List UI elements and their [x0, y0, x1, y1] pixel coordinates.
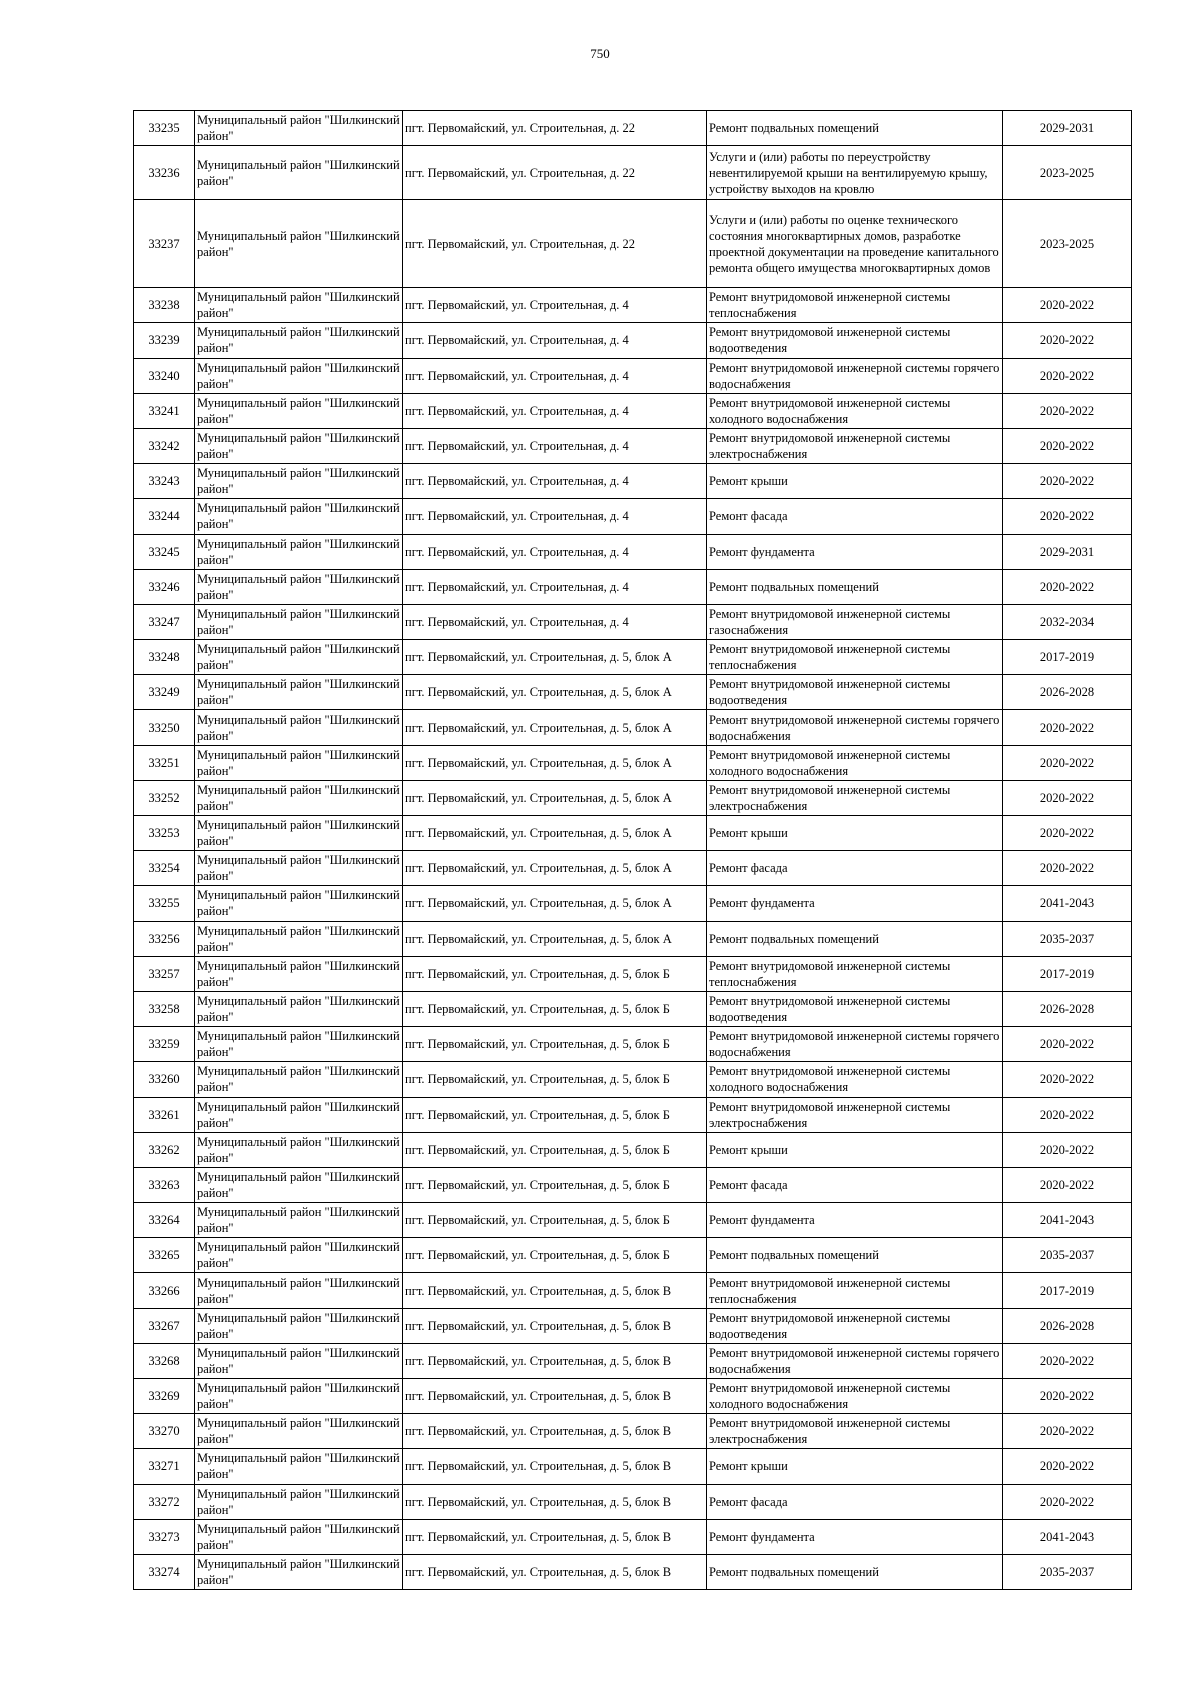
table-row [134, 1203, 1132, 1238]
period-cell: 2026-2028 [1003, 1308, 1132, 1343]
address-cell: пгт. Первомайский, ул. Строительная, д. 5, блок А [403, 675, 707, 710]
row-number: 33242 [134, 428, 195, 463]
table-row [134, 499, 1132, 534]
address-cell: пгт. Первомайский, ул. Строительная, д. 5, блок А [403, 640, 707, 675]
table-row [134, 1132, 1132, 1167]
work-type-cell: Ремонт внутридомовой инженерной системы водоотведения [707, 1308, 1003, 1343]
table-row [134, 146, 1132, 200]
district-cell: Муниципальный район "Шилкинский район" [195, 393, 403, 428]
row-number: 33249 [134, 675, 195, 710]
work-type-cell: Услуги и (или) работы по оценке технического состояния многоквартирных домов, разработке проектной документации на проведение капитального ремонта общего имущества многоквартирных домов [707, 200, 1003, 288]
address-cell: пгт. Первомайский, ул. Строительная, д. 4 [403, 358, 707, 393]
address-cell: пгт. Первомайский, ул. Строительная, д. 5, блок Б [403, 1238, 707, 1273]
work-type-cell: Ремонт внутридомовой инженерной системы водоотведения [707, 991, 1003, 1026]
row-number: 33269 [134, 1379, 195, 1414]
period-cell: 2020-2022 [1003, 323, 1132, 358]
district-cell: Муниципальный район "Шилкинский район" [195, 200, 403, 288]
table-row [134, 569, 1132, 604]
work-type-cell: Ремонт внутридомовой инженерной системы горячего водоснабжения [707, 358, 1003, 393]
row-number: 33273 [134, 1519, 195, 1554]
table-row [134, 780, 1132, 815]
district-cell: Муниципальный район "Шилкинский район" [195, 886, 403, 921]
work-type-cell: Ремонт подвальных помещений [707, 1554, 1003, 1589]
work-type-cell: Ремонт внутридомовой инженерной системы газоснабжения [707, 604, 1003, 639]
row-number: 33267 [134, 1308, 195, 1343]
district-cell: Муниципальный район "Шилкинский район" [195, 1554, 403, 1589]
address-cell: пгт. Первомайский, ул. Строительная, д. 4 [403, 464, 707, 499]
address-cell: пгт. Первомайский, ул. Строительная, д. 5, блок Б [403, 1167, 707, 1202]
period-cell: 2029-2031 [1003, 111, 1132, 146]
period-cell: 2020-2022 [1003, 358, 1132, 393]
work-type-cell: Ремонт внутридомовой инженерной системы холодного водоснабжения [707, 1379, 1003, 1414]
period-cell: 2023-2025 [1003, 200, 1132, 288]
row-number: 33239 [134, 323, 195, 358]
address-cell: пгт. Первомайский, ул. Строительная, д. 4 [403, 534, 707, 569]
district-cell: Муниципальный район "Шилкинский район" [195, 428, 403, 463]
district-cell: Муниципальный район "Шилкинский район" [195, 675, 403, 710]
table-row [134, 1238, 1132, 1273]
work-type-cell: Ремонт внутридомовой инженерной системы горячего водоснабжения [707, 710, 1003, 745]
address-cell: пгт. Первомайский, ул. Строительная, д. 4 [403, 428, 707, 463]
table-row [134, 1379, 1132, 1414]
table-row [134, 851, 1132, 886]
period-cell: 2020-2022 [1003, 569, 1132, 604]
work-type-cell: Ремонт внутридомовой инженерной системы теплоснабжения [707, 1273, 1003, 1308]
table-row [134, 464, 1132, 499]
district-cell: Муниципальный район "Шилкинский район" [195, 569, 403, 604]
row-number: 33262 [134, 1132, 195, 1167]
work-type-cell: Ремонт крыши [707, 1132, 1003, 1167]
row-number: 33246 [134, 569, 195, 604]
period-cell: 2035-2037 [1003, 1238, 1132, 1273]
work-type-cell: Услуги и (или) работы по переустройству невентилируемой крыши на вентилируемую крышу, устройству выходов на кровлю [707, 146, 1003, 200]
row-number: 33257 [134, 956, 195, 991]
table-row [134, 1554, 1132, 1589]
row-number: 33253 [134, 816, 195, 851]
row-number: 33271 [134, 1449, 195, 1484]
address-cell: пгт. Первомайский, ул. Строительная, д. 5, блок В [403, 1308, 707, 1343]
row-number: 33259 [134, 1027, 195, 1062]
address-cell: пгт. Первомайский, ул. Строительная, д. 4 [403, 604, 707, 639]
work-type-cell: Ремонт подвальных помещений [707, 569, 1003, 604]
period-cell: 2020-2022 [1003, 1414, 1132, 1449]
period-cell: 2020-2022 [1003, 499, 1132, 534]
district-cell: Муниципальный район "Шилкинский район" [195, 1449, 403, 1484]
address-cell: пгт. Первомайский, ул. Строительная, д. 22 [403, 111, 707, 146]
work-type-cell: Ремонт внутридомовой инженерной системы водоотведения [707, 675, 1003, 710]
district-cell: Муниципальный район "Шилкинский район" [195, 1027, 403, 1062]
address-cell: пгт. Первомайский, ул. Строительная, д. 5, блок Б [403, 1027, 707, 1062]
table-row [134, 288, 1132, 323]
period-cell: 2020-2022 [1003, 393, 1132, 428]
work-type-cell: Ремонт крыши [707, 1449, 1003, 1484]
district-cell: Муниципальный район "Шилкинский район" [195, 1308, 403, 1343]
address-cell: пгт. Первомайский, ул. Строительная, д. 5, блок А [403, 886, 707, 921]
work-type-cell: Ремонт внутридомовой инженерной системы горячего водоснабжения [707, 1027, 1003, 1062]
address-cell: пгт. Первомайский, ул. Строительная, д. 5, блок В [403, 1379, 707, 1414]
period-cell: 2020-2022 [1003, 816, 1132, 851]
row-number: 33263 [134, 1167, 195, 1202]
period-cell: 2020-2022 [1003, 851, 1132, 886]
period-cell: 2029-2031 [1003, 534, 1132, 569]
table-row [134, 200, 1132, 288]
work-type-cell: Ремонт фундамента [707, 1519, 1003, 1554]
table-row [134, 1414, 1132, 1449]
period-cell: 2020-2022 [1003, 710, 1132, 745]
address-cell: пгт. Первомайский, ул. Строительная, д. 5, блок В [403, 1484, 707, 1519]
table-row [134, 1062, 1132, 1097]
district-cell: Муниципальный район "Шилкинский район" [195, 1484, 403, 1519]
district-cell: Муниципальный район "Шилкинский район" [195, 1238, 403, 1273]
period-cell: 2020-2022 [1003, 464, 1132, 499]
table-row [134, 534, 1132, 569]
period-cell: 2041-2043 [1003, 1203, 1132, 1238]
row-number: 33268 [134, 1343, 195, 1378]
district-cell: Муниципальный район "Шилкинский район" [195, 1167, 403, 1202]
address-cell: пгт. Первомайский, ул. Строительная, д. 5, блок В [403, 1414, 707, 1449]
address-cell: пгт. Первомайский, ул. Строительная, д. 5, блок Б [403, 991, 707, 1026]
work-type-cell: Ремонт внутридомовой инженерной системы холодного водоснабжения [707, 1062, 1003, 1097]
table-row [134, 1449, 1132, 1484]
row-number: 33238 [134, 288, 195, 323]
district-cell: Муниципальный район "Шилкинский район" [195, 1273, 403, 1308]
work-type-cell: Ремонт внутридомовой инженерной системы электроснабжения [707, 1097, 1003, 1132]
row-number: 33272 [134, 1484, 195, 1519]
table-row [134, 1273, 1132, 1308]
row-number: 33261 [134, 1097, 195, 1132]
table-row [134, 1097, 1132, 1132]
table-row [134, 1027, 1132, 1062]
period-cell: 2032-2034 [1003, 604, 1132, 639]
row-number: 33265 [134, 1238, 195, 1273]
address-cell: пгт. Первомайский, ул. Строительная, д. 5, блок А [403, 851, 707, 886]
address-cell: пгт. Первомайский, ул. Строительная, д. 5, блок Б [403, 1062, 707, 1097]
address-cell: пгт. Первомайский, ул. Строительная, д. 5, блок В [403, 1519, 707, 1554]
work-type-cell: Ремонт фасада [707, 1484, 1003, 1519]
district-cell: Муниципальный район "Шилкинский район" [195, 288, 403, 323]
period-cell: 2026-2028 [1003, 675, 1132, 710]
period-cell: 2020-2022 [1003, 1343, 1132, 1378]
period-cell: 2017-2019 [1003, 956, 1132, 991]
table-row [134, 1343, 1132, 1378]
row-number: 33256 [134, 921, 195, 956]
period-cell: 2035-2037 [1003, 921, 1132, 956]
row-number: 33235 [134, 111, 195, 146]
period-cell: 2017-2019 [1003, 640, 1132, 675]
work-type-cell: Ремонт подвальных помещений [707, 111, 1003, 146]
table-row [134, 358, 1132, 393]
row-number: 33241 [134, 393, 195, 428]
row-number: 33247 [134, 604, 195, 639]
period-cell: 2020-2022 [1003, 1449, 1132, 1484]
table-row [134, 428, 1132, 463]
period-cell: 2026-2028 [1003, 991, 1132, 1026]
address-cell: пгт. Первомайский, ул. Строительная, д. 5, блок А [403, 710, 707, 745]
work-type-cell: Ремонт внутридомовой инженерной системы электроснабжения [707, 1414, 1003, 1449]
row-number: 33266 [134, 1273, 195, 1308]
table-row [134, 1484, 1132, 1519]
work-type-cell: Ремонт внутридомовой инженерной системы водоотведения [707, 323, 1003, 358]
period-cell: 2020-2022 [1003, 1484, 1132, 1519]
address-cell: пгт. Первомайский, ул. Строительная, д. 5, блок В [403, 1554, 707, 1589]
table-row [134, 816, 1132, 851]
table-row [134, 710, 1132, 745]
table-body [134, 111, 1132, 1590]
row-number: 33251 [134, 745, 195, 780]
address-cell: пгт. Первомайский, ул. Строительная, д. 5, блок В [403, 1343, 707, 1378]
district-cell: Муниципальный район "Шилкинский район" [195, 956, 403, 991]
district-cell: Муниципальный район "Шилкинский район" [195, 991, 403, 1026]
district-cell: Муниципальный район "Шилкинский район" [195, 499, 403, 534]
work-type-cell: Ремонт внутридомовой инженерной системы теплоснабжения [707, 640, 1003, 675]
district-cell: Муниципальный район "Шилкинский район" [195, 921, 403, 956]
work-type-cell: Ремонт фундамента [707, 1203, 1003, 1238]
row-number: 33264 [134, 1203, 195, 1238]
table-row [134, 111, 1132, 146]
work-type-cell: Ремонт внутридомовой инженерной системы теплоснабжения [707, 956, 1003, 991]
row-number: 33260 [134, 1062, 195, 1097]
district-cell: Муниципальный район "Шилкинский район" [195, 358, 403, 393]
district-cell: Муниципальный район "Шилкинский район" [195, 1379, 403, 1414]
work-type-cell: Ремонт фасада [707, 499, 1003, 534]
row-number: 33270 [134, 1414, 195, 1449]
district-cell: Муниципальный район "Шилкинский район" [195, 851, 403, 886]
table-row [134, 1167, 1132, 1202]
district-cell: Муниципальный район "Шилкинский район" [195, 604, 403, 639]
district-cell: Муниципальный район "Шилкинский район" [195, 146, 403, 200]
period-cell: 2020-2022 [1003, 1097, 1132, 1132]
table-row [134, 1308, 1132, 1343]
address-cell: пгт. Первомайский, ул. Строительная, д. 4 [403, 499, 707, 534]
period-cell: 2020-2022 [1003, 745, 1132, 780]
row-number: 33252 [134, 780, 195, 815]
address-cell: пгт. Первомайский, ул. Строительная, д. 5, блок В [403, 1273, 707, 1308]
district-cell: Муниципальный район "Шилкинский район" [195, 464, 403, 499]
address-cell: пгт. Первомайский, ул. Строительная, д. 4 [403, 569, 707, 604]
address-cell: пгт. Первомайский, ул. Строительная, д. 5, блок Б [403, 956, 707, 991]
work-type-cell: Ремонт фасада [707, 1167, 1003, 1202]
page-number: 750 [590, 46, 610, 61]
address-cell: пгт. Первомайский, ул. Строительная, д. 5, блок А [403, 816, 707, 851]
district-cell: Муниципальный район "Шилкинский район" [195, 1414, 403, 1449]
period-cell: 2041-2043 [1003, 886, 1132, 921]
work-type-cell: Ремонт фасада [707, 851, 1003, 886]
table-row [134, 886, 1132, 921]
district-cell: Муниципальный район "Шилкинский район" [195, 710, 403, 745]
row-number: 33274 [134, 1554, 195, 1589]
district-cell: Муниципальный район "Шилкинский район" [195, 323, 403, 358]
row-number: 33245 [134, 534, 195, 569]
table-row [134, 393, 1132, 428]
period-cell: 2020-2022 [1003, 428, 1132, 463]
period-cell: 2017-2019 [1003, 1273, 1132, 1308]
table-row [134, 323, 1132, 358]
table-row [134, 991, 1132, 1026]
work-type-cell: Ремонт подвальных помещений [707, 921, 1003, 956]
district-cell: Муниципальный район "Шилкинский район" [195, 1132, 403, 1167]
address-cell: пгт. Первомайский, ул. Строительная, д. 5, блок А [403, 921, 707, 956]
row-number: 33254 [134, 851, 195, 886]
district-cell: Муниципальный район "Шилкинский район" [195, 1062, 403, 1097]
period-cell: 2020-2022 [1003, 1027, 1132, 1062]
district-cell: Муниципальный район "Шилкинский район" [195, 534, 403, 569]
work-type-cell: Ремонт внутридомовой инженерной системы теплоснабжения [707, 288, 1003, 323]
row-number: 33255 [134, 886, 195, 921]
table-row [134, 745, 1132, 780]
address-cell: пгт. Первомайский, ул. Строительная, д. 5, блок А [403, 745, 707, 780]
district-cell: Муниципальный район "Шилкинский район" [195, 1519, 403, 1554]
row-number: 33243 [134, 464, 195, 499]
work-type-cell: Ремонт внутридомовой инженерной системы электроснабжения [707, 780, 1003, 815]
period-cell: 2020-2022 [1003, 1379, 1132, 1414]
table-row [134, 921, 1132, 956]
work-type-cell: Ремонт крыши [707, 464, 1003, 499]
address-cell: пгт. Первомайский, ул. Строительная, д. 4 [403, 288, 707, 323]
work-type-cell: Ремонт фундамента [707, 886, 1003, 921]
work-type-cell: Ремонт фундамента [707, 534, 1003, 569]
work-type-cell: Ремонт подвальных помещений [707, 1238, 1003, 1273]
address-cell: пгт. Первомайский, ул. Строительная, д. 22 [403, 146, 707, 200]
address-cell: пгт. Первомайский, ул. Строительная, д. 5, блок А [403, 780, 707, 815]
period-cell: 2041-2043 [1003, 1519, 1132, 1554]
row-number: 33250 [134, 710, 195, 745]
work-type-cell: Ремонт внутридомовой инженерной системы электроснабжения [707, 428, 1003, 463]
period-cell: 2020-2022 [1003, 780, 1132, 815]
period-cell: 2020-2022 [1003, 1167, 1132, 1202]
table-row [134, 640, 1132, 675]
district-cell: Муниципальный район "Шилкинский район" [195, 111, 403, 146]
district-cell: Муниципальный район "Шилкинский район" [195, 1203, 403, 1238]
district-cell: Муниципальный район "Шилкинский район" [195, 1097, 403, 1132]
address-cell: пгт. Первомайский, ул. Строительная, д. 5, блок Б [403, 1132, 707, 1167]
repair-schedule-table [133, 110, 1132, 1590]
district-cell: Муниципальный район "Шилкинский район" [195, 1343, 403, 1378]
address-cell: пгт. Первомайский, ул. Строительная, д. 22 [403, 200, 707, 288]
work-type-cell: Ремонт крыши [707, 816, 1003, 851]
period-cell: 2020-2022 [1003, 288, 1132, 323]
period-cell: 2023-2025 [1003, 146, 1132, 200]
row-number: 33248 [134, 640, 195, 675]
table-row [134, 675, 1132, 710]
table-row [134, 1519, 1132, 1554]
row-number: 33236 [134, 146, 195, 200]
district-cell: Муниципальный район "Шилкинский район" [195, 640, 403, 675]
address-cell: пгт. Первомайский, ул. Строительная, д. 4 [403, 323, 707, 358]
table-row [134, 956, 1132, 991]
district-cell: Муниципальный район "Шилкинский район" [195, 816, 403, 851]
row-number: 33240 [134, 358, 195, 393]
period-cell: 2020-2022 [1003, 1132, 1132, 1167]
table-row [134, 604, 1132, 639]
address-cell: пгт. Первомайский, ул. Строительная, д. 5, блок В [403, 1449, 707, 1484]
work-type-cell: Ремонт внутридомовой инженерной системы холодного водоснабжения [707, 745, 1003, 780]
period-cell: 2020-2022 [1003, 1062, 1132, 1097]
address-cell: пгт. Первомайский, ул. Строительная, д. 5, блок Б [403, 1097, 707, 1132]
row-number: 33258 [134, 991, 195, 1026]
address-cell: пгт. Первомайский, ул. Строительная, д. 5, блок Б [403, 1203, 707, 1238]
district-cell: Муниципальный район "Шилкинский район" [195, 745, 403, 780]
work-type-cell: Ремонт внутридомовой инженерной системы холодного водоснабжения [707, 393, 1003, 428]
district-cell: Муниципальный район "Шилкинский район" [195, 780, 403, 815]
row-number: 33244 [134, 499, 195, 534]
work-type-cell: Ремонт внутридомовой инженерной системы горячего водоснабжения [707, 1343, 1003, 1378]
address-cell: пгт. Первомайский, ул. Строительная, д. 4 [403, 393, 707, 428]
row-number: 33237 [134, 200, 195, 288]
period-cell: 2035-2037 [1003, 1554, 1132, 1589]
